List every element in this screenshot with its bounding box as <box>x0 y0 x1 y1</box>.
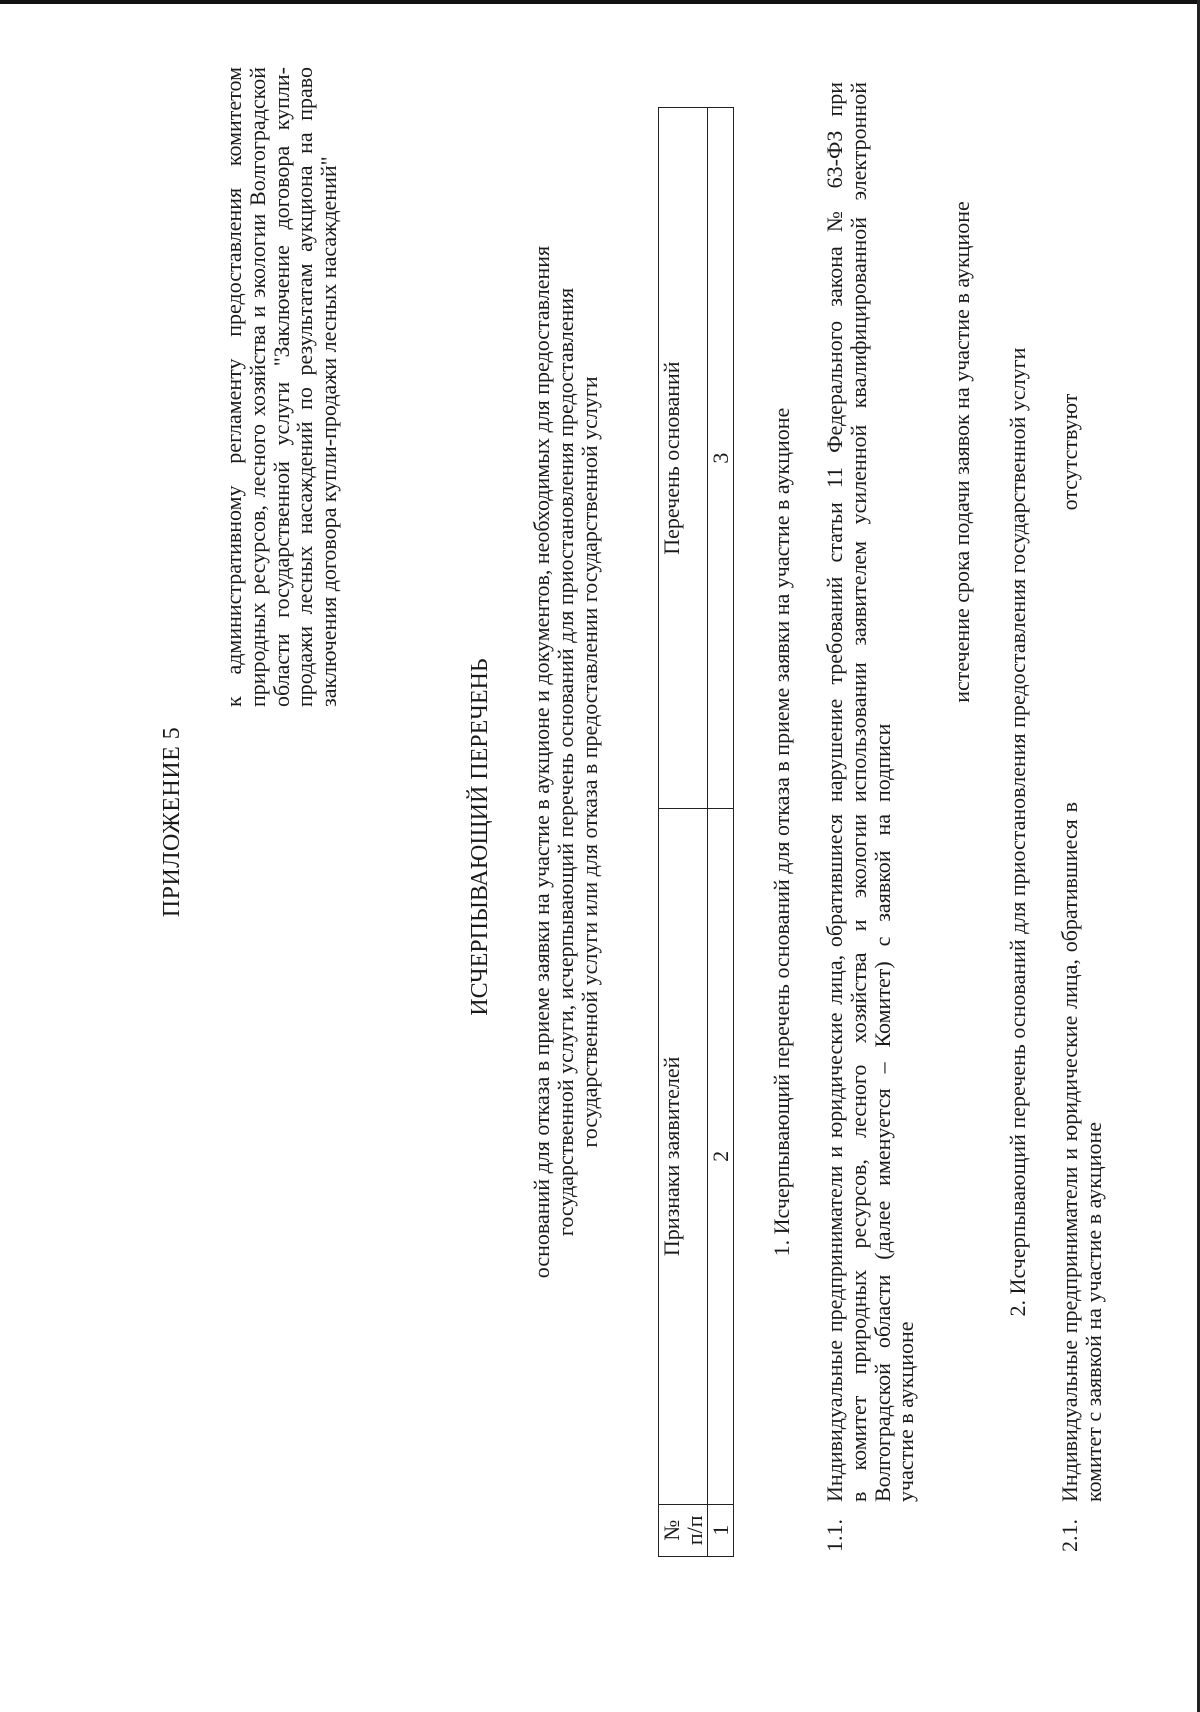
column-number-3: 3 <box>708 108 734 809</box>
section-heading: 1. Исчерпывающий перечень оснований для отказа в приеме заявки на участие в аукционе <box>769 407 794 1257</box>
section-heading: 2. Исчерпывающий перечень оснований для приостановления предоставления государственной услуги <box>1005 347 1030 1317</box>
header-grounds: Перечень оснований <box>659 108 708 809</box>
row-number: 2.1. <box>1057 1519 1082 1552</box>
row-number: 1.1. <box>822 1519 847 1552</box>
header-table <box>658 107 734 1557</box>
appendix-title: ПРИЛОЖЕНИЕ 5 <box>159 726 185 918</box>
column-number-2: 2 <box>708 809 734 1504</box>
row-applicant-signs: Индивидуальные предприниматели и юридические лица, обратившиеся в комитет природных ресурсов, лесного хозяйства и экологии Волгоградской области (далее именуется – Комитет) с заявкой на участие в аукционе <box>822 814 919 1502</box>
row-ground: нарушение требований статьи 11 Федерального закона № 63-ФЗ при использовании заявителем усиленной квалифицированной электронной подписи <box>822 82 895 802</box>
table-column-number-row <box>708 108 734 1557</box>
header-applicant-signs: Признаки заявителей <box>659 809 708 1504</box>
row-ground: истечение срока подачи заявок на участие в аукционе <box>949 201 974 703</box>
header-number: № п/п <box>659 1504 708 1556</box>
column-number-1: 1 <box>708 1504 734 1556</box>
document-title: ИСЧЕРПЫВАЮЩИЙ ПЕРЕЧЕНЬ <box>467 658 493 1016</box>
document-subtitle: оснований для отказа в приеме заявки на участие в аукционе и документов, необходимых для предоставления государственной услуги, исчерпывающий перечень оснований для приостановления предоставления государственной услуги или для отказа в предоставлении государственной услуги <box>529 245 602 1279</box>
row-ground: отсутствуют <box>1057 393 1082 511</box>
appendix-reference: к административному регламенту предоставления комитетом природных ресурсов, лесного хозяйства и экологии Волгоградской области государственной услуги "Заключение договора купли-продажи лесных насаждений по результатам аукциона на право заключения договора купли-продажи лесных насаждений" <box>221 67 341 707</box>
table-header-row <box>659 108 708 1557</box>
row-applicant-signs: Индивидуальные предприниматели и юридические лица, обратившиеся в комитет с заявкой на участие в аукционе <box>1057 802 1106 1502</box>
